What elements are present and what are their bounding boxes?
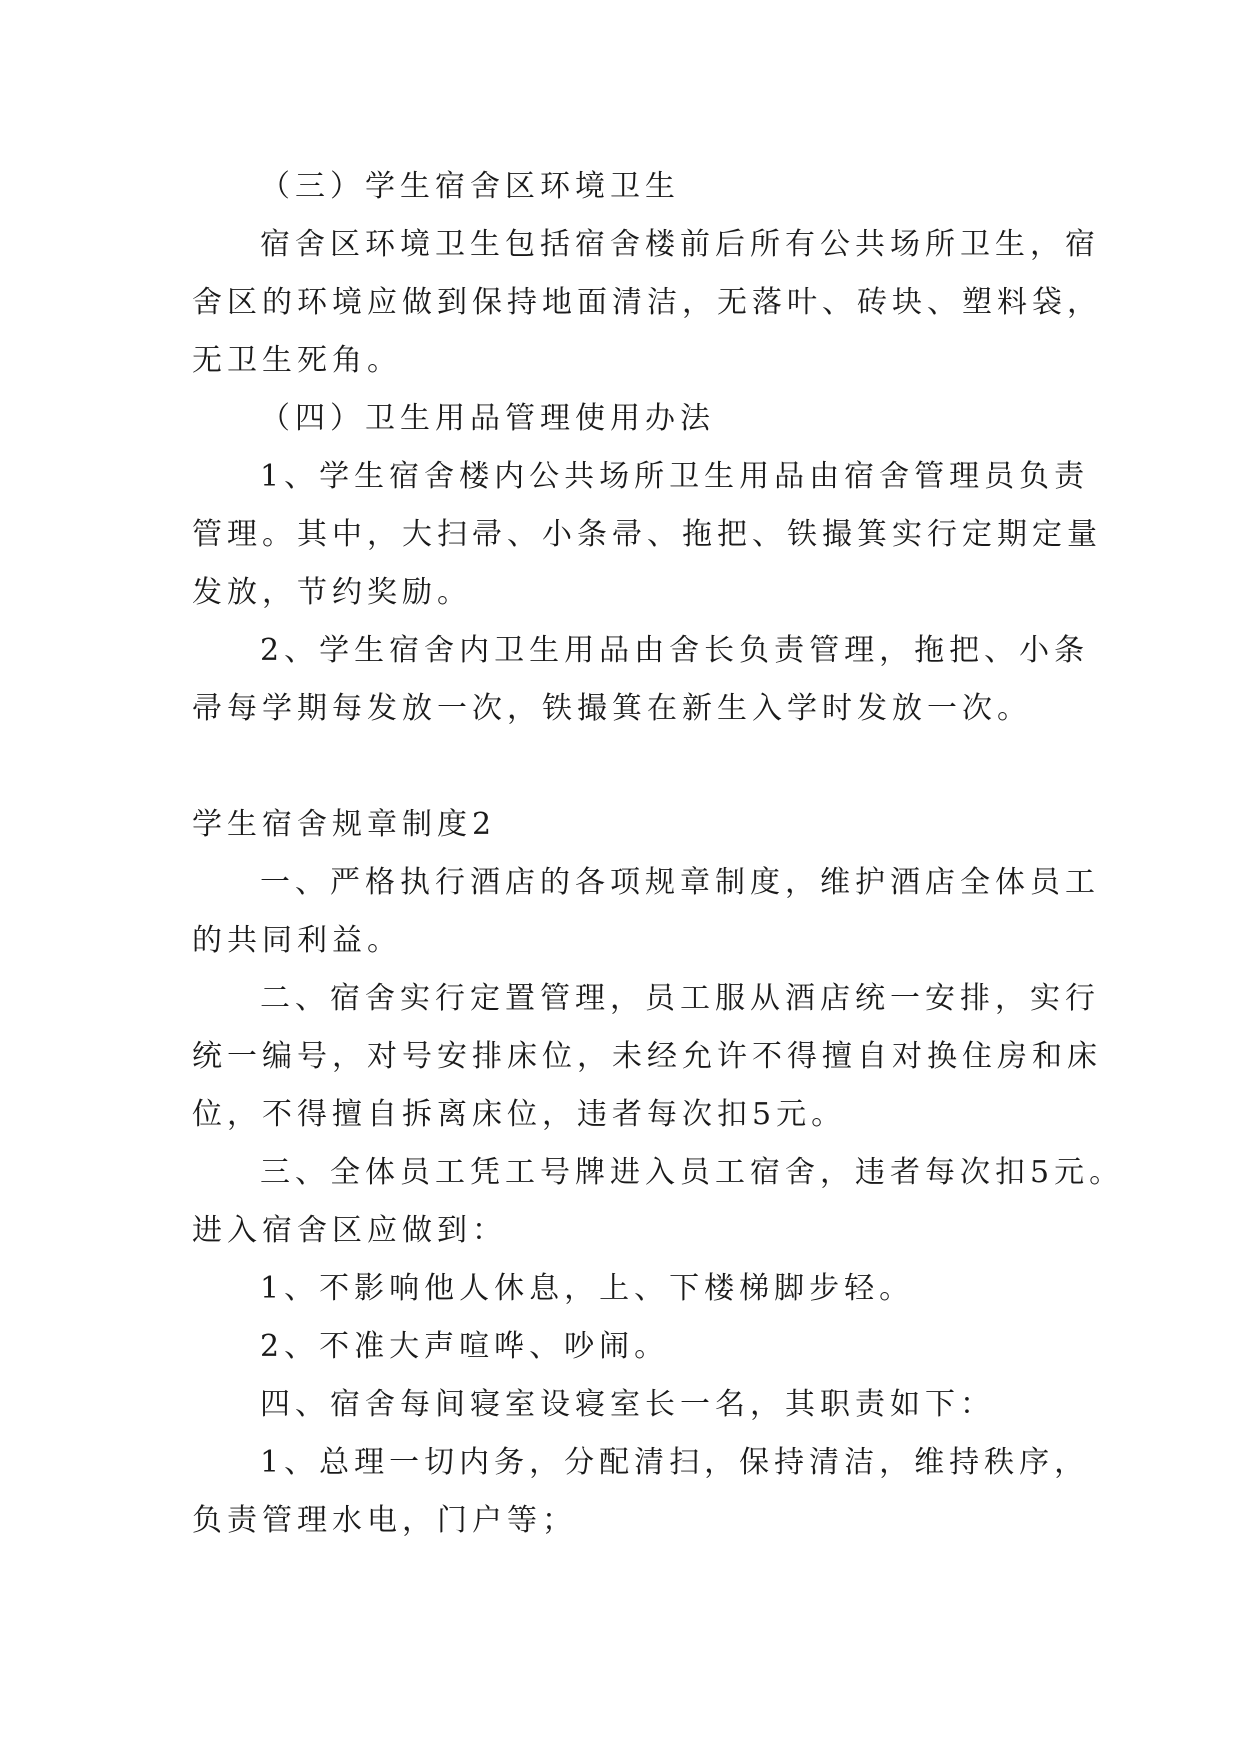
paragraph-line: 四、宿舍每间寝室设寝室长一名，其职责如下： [260,1387,995,1422]
document-title: 学生宿舍规章制度2 [192,807,497,842]
paragraph-line: 宿舍区环境卫生包括宿舍楼前后所有公共场所卫生，宿 [260,227,1100,262]
list-item: 2、不准大声喧哗、吵闹。 [260,1329,670,1364]
section-heading-supplies: （四）卫生用品管理使用办法 [260,401,715,436]
paragraph-line: 负责管理水电，门户等； [192,1503,577,1538]
document-body [192,158,1125,1550]
paragraph-line: 帚每学期每发放一次，铁撮箕在新生入学时发放一次。 [192,691,1032,726]
paragraph-line: 三、全体员工凭工号牌进入员工宿舍，违者每次扣5元。 [260,1155,1125,1190]
paragraph-line: 2、学生宿舍内卫生用品由舍长负责管理，拖把、小条 [260,633,1090,668]
list-item: 1、不影响他人休息，上、下楼梯脚步轻。 [260,1271,915,1306]
paragraph-line: 的共同利益。 [192,923,402,958]
paragraph-line: 无卫生死角。 [192,343,402,378]
paragraph-line: 位，不得擅自拆离床位，违者每次扣5元。 [192,1097,847,1132]
section-heading-environment: （三）学生宿舍区环境卫生 [260,169,680,204]
paragraph-line: 1、学生宿舍楼内公共场所卫生用品由宿舍管理员负责 [260,459,1090,494]
paragraph-line: 管理。其中，大扫帚、小条帚、拖把、铁撮箕实行定期定量 [192,517,1102,552]
list-item: 1、总理一切内务，分配清扫，保持清洁，维持秩序， [260,1445,1090,1480]
paragraph-line: 二、宿舍实行定置管理，员工服从酒店统一安排，实行 [260,981,1100,1016]
paragraph-line: 一、严格执行酒店的各项规章制度，维护酒店全体员工 [260,865,1100,900]
paragraph-line: 舍区的环境应做到保持地面清洁，无落叶、砖块、塑料袋， [192,285,1102,320]
section-gap [192,738,1072,796]
paragraph-line: 发放，节约奖励。 [192,575,472,610]
paragraph-line: 统一编号，对号安排床位，未经允许不得擅自对换住房和床 [192,1039,1102,1074]
paragraph-line: 进入宿舍区应做到： [192,1213,507,1248]
